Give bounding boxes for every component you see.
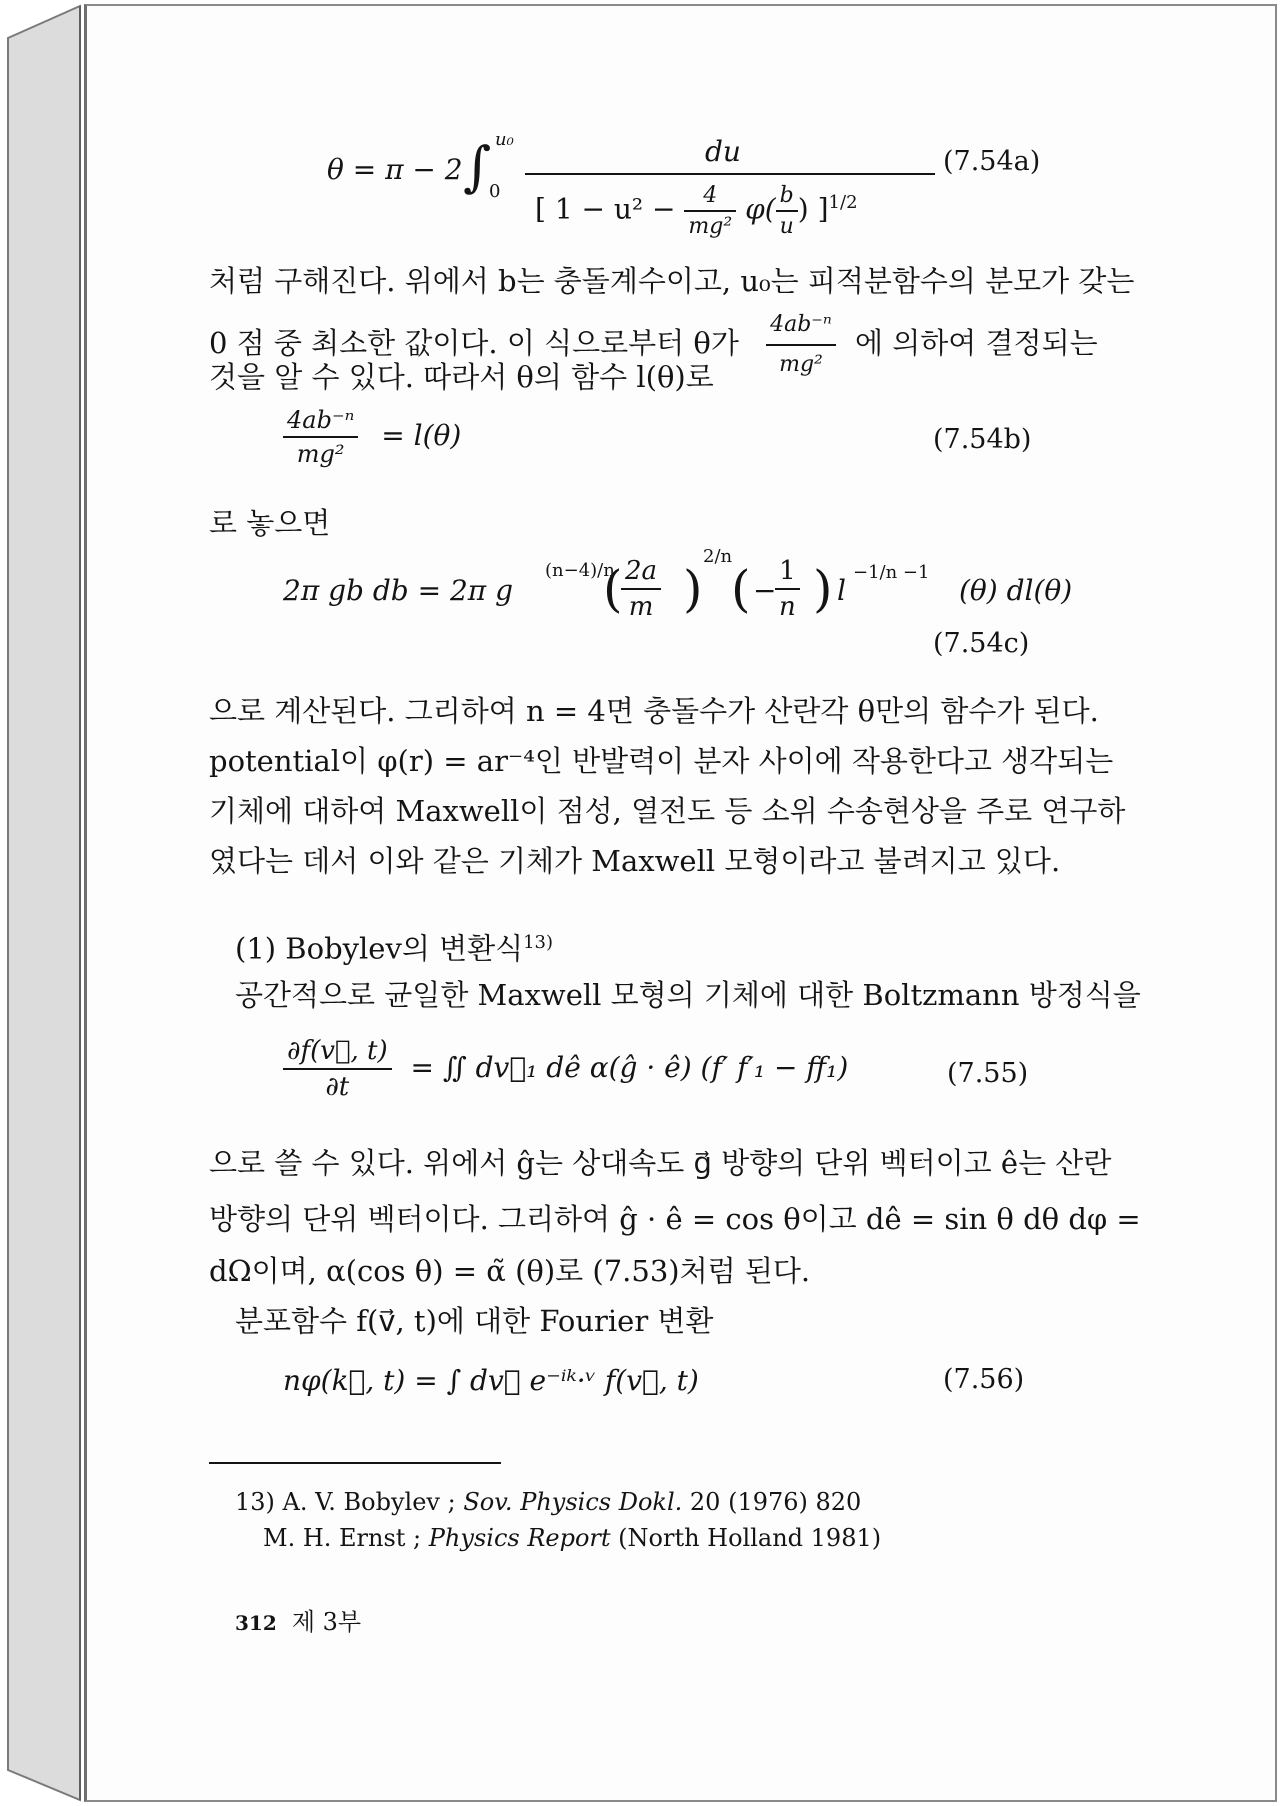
integral-sign: ∫ (463, 135, 492, 198)
fraction-numerator: du (705, 135, 741, 168)
upper-limit: u₀ (495, 129, 514, 150)
paragraph-2-line-1: 으로 계산된다. 그리하여 n = 4면 충돌수가 산란각 θ만의 함수가 된다. (209, 694, 1099, 728)
equation-7-55: $\frac{\partial f(v⃗, t)}{\partial t}$ = ∬ dv⃗₁ dê α(ĝ · ê) (f′ f′₁ − ff₁) (283, 1036, 848, 1102)
page-number: 312 (235, 1611, 277, 1635)
equation-7-54b: $\frac{\text{4ab⁻ⁿ}}{\text{mg²}}$ = l(θ) (283, 406, 461, 468)
equation-7-56: nφ(k⃗, t) = ∫ dv⃗ e⁻ⁱᵏ·ᵛ f(v⃗, t) (283, 1364, 699, 1397)
book-page: θ = π − 2 ∫ u₀ 0 du [ 1 − u² − $\frac{4}{\text{mg²}}$ φ( $\frac{b}{u}$ ) ]$^{1/2}$ (7.54a) 처럼 구해진다. 위에서 b는 충돌계수이고, u₀는 피적분함수의 분모가 갖는 0 점 중 최소한 값이다. 이 식으로부터 θ가 $\frac{\text{4ab⁻ⁿ}}{\text{mg²}}$ 에 의하여 결정되는 것을 알 수 있다. 따라서 θ의 함수 l(θ)로 $\frac{\text{4ab⁻ⁿ}}{\text{mg²}}$ = l(θ) (7.54b) 로 놓으면 2π gb db = 2π g (n−4)/n ( $\frac{2a}{m}$ ) 2/n ( − $\frac{1}{n}$ ) l −1/n −1 (θ) dl(θ) (7.54c) 으로 계산된다. 그리하여 n = 4면 충돌수가 산란각 θ만의 함수가 된다. potential이 φ(r) = ar⁻⁴인 반발력이 분자 사이에 작용한다고 생각되는 기체에 대하여 Maxwell이 점성, 열전도 등 소위 수송현상을 주로 연구하 였다는 데서 이와 같은 기체가 Maxwell 모형이라고 불려지고 있다. (1) Bobylev의 변환식$^{13)}$ 공간적으로 균일한 Maxwell 모형의 기체에 대한 Boltzmann 방정식을 $\frac{\partial f(v⃗, t)}{\partial t}$ = ∬ dv⃗₁ dê α(ĝ · ê) (f′ f′₁ − ff₁) (7.55) 으로 쓸 수 있다. 위에서 ĝ는 상대속도 g⃗ 방향의 단위 벡터이고 ê는 산란 방향의 단위 벡터이다. 그리하여 ĝ · ê = cos θ이고 dê = sin θ dθ dφ = dΩ이며, α(cos θ) = α̃ (θ)로 (7.53)처럼 된다. 분포함수 f(v⃗, t)에 대한 Fourier 변환 nφ(k⃗, t) = ∫ dv⃗ e⁻ⁱᵏ·ᵛ f(v⃗, t) (7.56) 13) A. V. Bobylev ; Sov. Physics Dokl. 20 (1976) 820 M. H. Ernst ; Physics Report (North Holland 1981) 312 제 3부 (84, 4, 1277, 1802)
section-intro: 공간적으로 균일한 Maxwell 모형의 기체에 대한 Boltzmann 방정식을 (235, 978, 1141, 1012)
paragraph-2-line-4: 였다는 데서 이와 같은 기체가 Maxwell 모형이라고 불려지고 있다. (209, 844, 1061, 878)
footnote-rule (209, 1462, 501, 1464)
book-spine (0, 0, 84, 1806)
paragraph-2-line-3: 기체에 대하여 Maxwell이 점성, 열전도 등 소위 수송현상을 주로 연구하 (209, 794, 1126, 828)
paragraph-3-line-3: dΩ이며, α(cos θ) = α̃ (θ)로 (7.53)처럼 된다. (209, 1254, 811, 1288)
paragraph-3-line-2: 방향의 단위 벡터이다. 그리하여 ĝ · ê = cos θ이고 dê = sin θ dθ dφ = (209, 1202, 1141, 1236)
paragraph-1-line-1: 처럼 구해진다. 위에서 b는 충돌계수이고, u₀는 피적분함수의 분모가 갖는 (209, 264, 1135, 298)
part-label: 제 3부 (291, 1608, 362, 1636)
paragraph-2-line-2: potential이 φ(r) = ar⁻⁴인 반발력이 분자 사이에 작용한다고 생각되는 (209, 744, 1114, 778)
paragraph-3-line-1: 으로 쓸 수 있다. 위에서 ĝ는 상대속도 g⃗ 방향의 단위 벡터이고 ê는 산란 (209, 1146, 1112, 1180)
paragraph-1-line-2: 0 점 중 최소한 값이다. 이 식으로부터 θ가 $\frac{\text{4ab⁻ⁿ}}{\text{mg²}}$ 에 의하여 결정되는 (209, 308, 1009, 382)
line-let: 로 놓으면 (209, 506, 331, 540)
eq-lhs: θ = π − 2 (327, 153, 463, 186)
equation-number-7-54c: (7.54c) (933, 628, 1030, 659)
paragraph-3-line-4: 분포함수 f(v⃗, t)에 대한 Fourier 변환 (235, 1304, 714, 1338)
footnote-line-2: M. H. Ernst ; Physics Report (North Holland 1981) (263, 1524, 882, 1552)
fraction-bar (525, 173, 935, 175)
footnote-line-1: 13) A. V. Bobylev ; Sov. Physics Dokl. 20 (1976) 820 (235, 1488, 862, 1516)
section-heading: (1) Bobylev의 변환식$^{13)}$ (235, 931, 554, 966)
lower-limit: 0 (489, 181, 501, 202)
paragraph-1-line-3: 것을 알 수 있다. 따라서 θ의 함수 l(θ)로 (209, 360, 714, 394)
equation-number-7-54b: (7.54b) (933, 424, 1032, 455)
equation-number-7-54a: (7.54a) (943, 146, 1041, 177)
equation-number-7-55: (7.55) (947, 1058, 1029, 1089)
footnote-ref: 13) (523, 932, 554, 953)
fraction-denominator: [ 1 − u² − $\frac{4}{\text{mg²}}$ φ( $\frac{b}{u}$ ) ]$^{1/2}$ (535, 183, 858, 239)
equation-number-7-56: (7.56) (943, 1364, 1025, 1395)
page-footer (235, 1602, 361, 1637)
